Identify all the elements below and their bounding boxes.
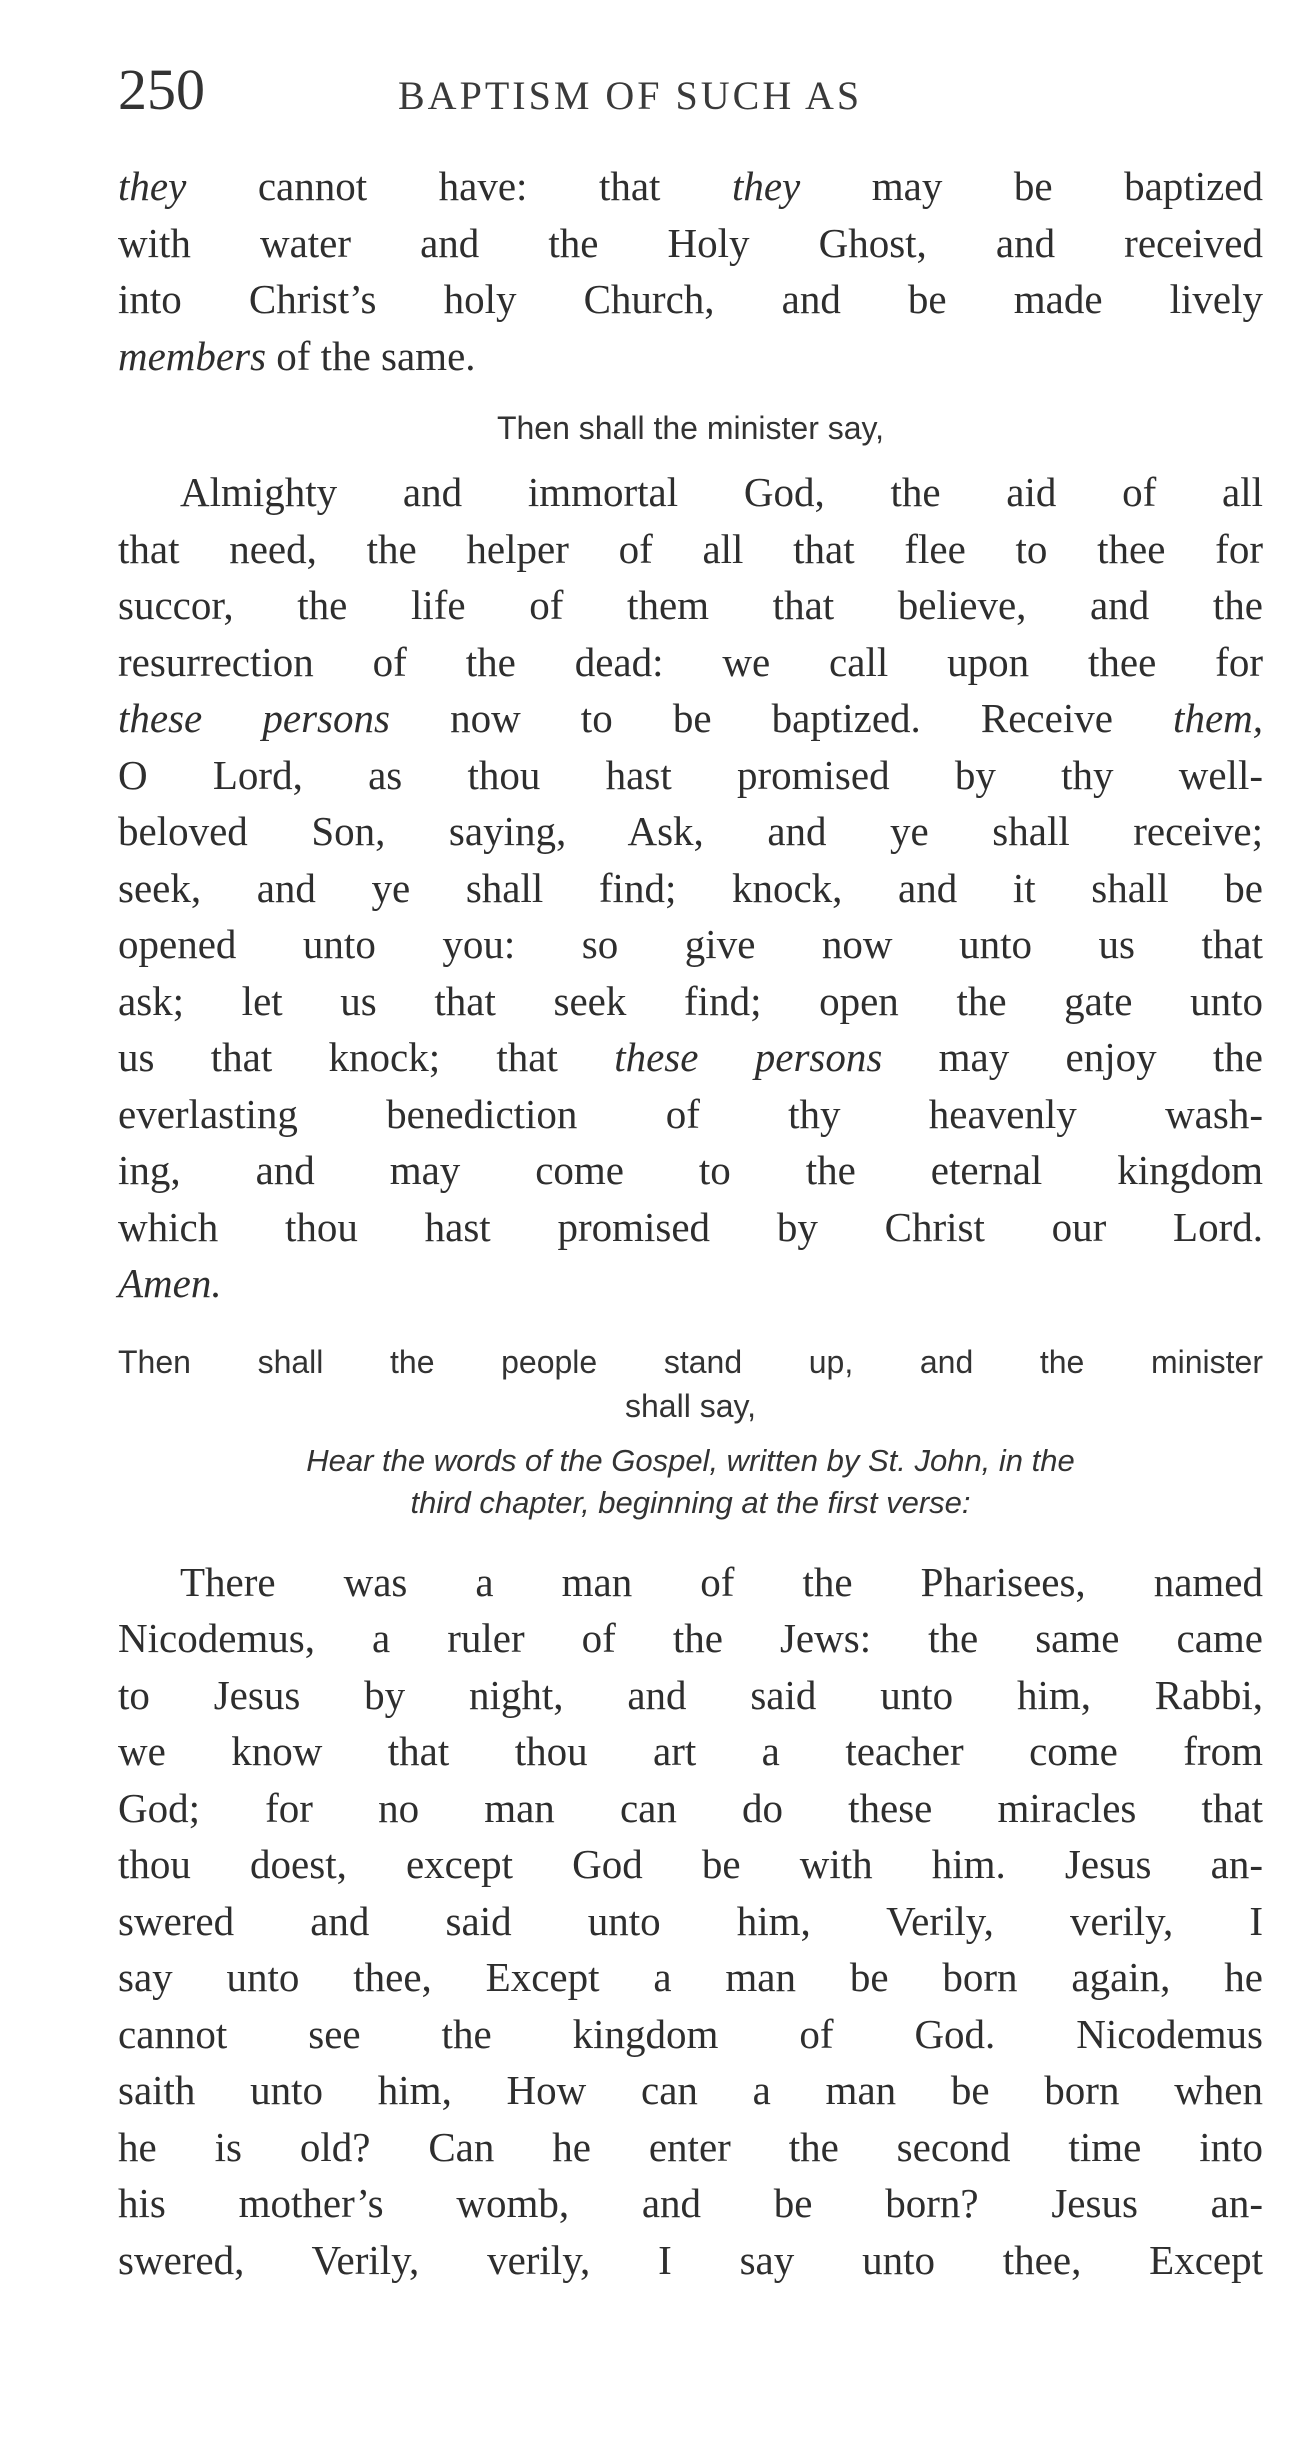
text-line: seek, and ye shall find; knock, and it shall be	[118, 864, 1263, 911]
text-line: O Lord, as thou hast promised by thy well-	[118, 751, 1263, 798]
text-line: that need, the helper of all that flee to thee for	[118, 525, 1263, 572]
page-number: 250	[118, 57, 205, 122]
text-run: of the same.	[266, 332, 476, 379]
text-run: us that knock; that	[118, 1034, 615, 1080]
text-run: may be baptized	[800, 163, 1263, 209]
text-line: swered and said unto him, Verily, verily, I	[118, 1897, 1263, 1944]
prayer-paragraph	[118, 464, 1263, 1312]
running-head: BAPTISM OF SUCH AS	[398, 73, 863, 118]
text-run: cannot have: that	[186, 163, 732, 209]
text-line	[118, 1255, 1263, 1312]
text-line: his mother’s womb, and be born? Jesus an-	[118, 2180, 1263, 2226]
text-line: thou doest, except God be with him. Jesus an-	[118, 1841, 1263, 1887]
text-line: saith unto him, How can a man be born when	[118, 2067, 1263, 2113]
text-line: he is old? Can he enter the second time into	[118, 2123, 1263, 2170]
text-line: Almighty and immortal God, the aid of all	[180, 469, 1263, 515]
text-line: say unto thee, Except a man be born again, he	[118, 1954, 1263, 2000]
text-line: swered, Verily, verily, I say unto thee, Except	[118, 2236, 1263, 2283]
text-line: which thou hast promised by Christ our Lord.	[118, 1203, 1263, 1250]
text-line: resurrection of the dead: we call upon thee for	[118, 638, 1263, 685]
text-line: God; for no man can do these miracles that	[118, 1784, 1263, 1831]
text-line: ask; let us that seek find; open the gate unto	[118, 977, 1263, 1024]
italic-word: these persons	[614, 1034, 883, 1080]
text-line: opened unto you: so give now unto us that	[118, 921, 1263, 967]
text-line: to Jesus by night, and said unto him, Rabbi,	[118, 1671, 1263, 1718]
italic-word: members	[118, 332, 267, 379]
text-run: now to be baptized. Receive	[389, 695, 1174, 741]
text-line: with water and the Holy Ghost, and received	[118, 219, 1263, 266]
text-line	[118, 328, 1263, 385]
rubric-line: Then shall the people stand up, and the minister	[118, 1343, 1263, 1380]
page-header	[118, 50, 1263, 130]
rubric-people-stand	[118, 1340, 1263, 1428]
rubric-gospel-heading	[118, 1440, 1263, 1524]
italic-word: Amen.	[118, 1260, 222, 1306]
italic-word: they	[731, 163, 801, 209]
text-line: Nicodemus, a ruler of the Jews: the same came	[118, 1615, 1263, 1661]
text-line: we know that thou art a teacher come from	[118, 1728, 1263, 1774]
text-line: ing, and may come to the eternal kingdom	[118, 1147, 1263, 1193]
rubric-line: Hear the words of the Gospel, written by St. John, in the	[306, 1442, 1075, 1478]
text-run: may enjoy the	[882, 1034, 1263, 1080]
text-line: into Christ’s holy Church, and be made lively	[118, 276, 1263, 322]
rubric-line: shall say,	[624, 1387, 756, 1424]
rubric-minister-say: Then shall the minister say,	[496, 410, 885, 446]
italic-word: them,	[1173, 695, 1263, 741]
text-line: beloved Son, saying, Ask, and ye shall receive;	[118, 808, 1263, 854]
italic-word: these persons	[118, 695, 390, 741]
rubric-line: third chapter, beginning at the first verse:	[410, 1484, 971, 1520]
paragraph-membership	[118, 158, 1263, 384]
text-line: cannot see the kingdom of God. Nicodemus	[118, 2010, 1263, 2057]
italic-word: they	[118, 163, 187, 209]
gospel-paragraph	[118, 1554, 1263, 2289]
book-page	[118, 50, 1263, 2288]
text-line	[118, 1029, 1263, 1086]
text-line: succor, the life of them that believe, and the	[118, 582, 1263, 628]
text-line: There was a man of the Pharisees, named	[180, 1558, 1263, 1605]
text-line: everlasting benediction of thy heavenly wash-	[118, 1090, 1263, 1137]
text-line	[118, 690, 1263, 747]
text-line	[118, 158, 1263, 215]
